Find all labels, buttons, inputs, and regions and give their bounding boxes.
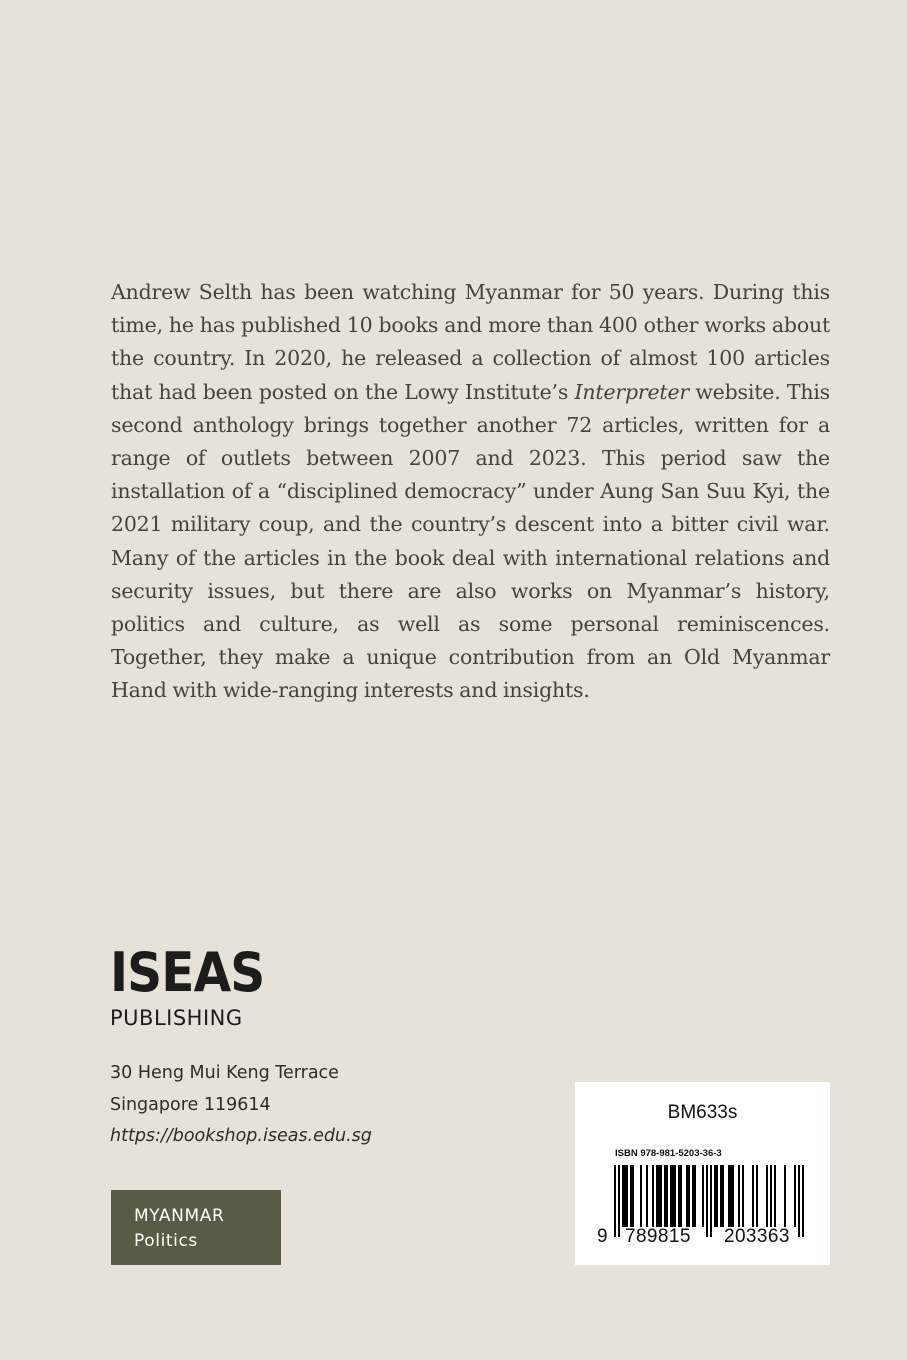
address-line-1: 30 Heng Mui Keng Terrace [110,1063,339,1083]
barcode-digits-right: 203363 [724,1226,790,1247]
barcode-bar [728,1165,730,1227]
barcode-bar [614,1165,616,1237]
publisher-logo-subtitle: PUBLISHING [110,1006,243,1030]
blurb-italic-title: Interpreter [574,379,689,404]
barcode-bar [710,1165,712,1237]
barcode-box [575,1082,830,1265]
barcode-bar [714,1165,716,1227]
barcode-bar [794,1165,796,1227]
barcode-bar [766,1165,768,1227]
barcode-bar [688,1165,690,1227]
barcode-bar [624,1165,626,1227]
barcode-bar [694,1165,696,1227]
barcode-bar [640,1165,642,1227]
barcode-bar [686,1165,688,1227]
barcode-bar [770,1165,772,1227]
barcode-bar [722,1165,724,1227]
barcode-bar [630,1165,632,1227]
barcode-bar [732,1165,734,1227]
publisher-logo-mark: ISEAS [110,941,265,1004]
category-line-1: MYANMAR [134,1206,225,1226]
blurb-text-part2: website. This second anthology brings together another 72 articles, written for a range of outlets between 2007 and 2023. This period saw the installation of a “disciplined democracy” under Aung San Suu Kyi, the 2021 military coup, and the country’s descent into a bitter civil war. Many of the articles in the book deal with international relations and security issues, but there are also works on Myanmar’s history, politics and culture, as well as some personal reminiscences. Together, they make a unique contribution from an Old Myanmar Hand with wide-ranging interests and insights. [111,379,830,703]
barcode-bar [632,1165,634,1227]
barcode-bar [672,1165,674,1227]
barcode-bar [618,1165,620,1237]
barcode-bar [660,1165,662,1227]
barcode-bar [706,1165,708,1237]
barcode-bar [798,1165,800,1237]
category-label [111,1190,281,1265]
barcode-bar [680,1165,682,1227]
barcode-bar [658,1165,660,1227]
barcode-bar [692,1165,694,1227]
category-line-2: Politics [134,1231,198,1251]
barcode-bar [802,1165,804,1237]
barcode-bar [678,1165,680,1227]
barcode-bar [756,1165,758,1227]
publisher-url: https://bookshop.iseas.edu.sg [110,1126,372,1146]
barcode-bar [670,1165,672,1227]
barcode-bar [656,1165,658,1227]
barcode-bar [716,1165,718,1227]
barcode-bar [752,1165,754,1227]
barcode-bar [730,1165,732,1227]
barcode-digit-first: 9 [597,1226,608,1247]
isbn-label: ISBN 978-981-5203-36-3 [615,1148,722,1159]
barcode-bar [702,1165,704,1227]
barcode-bar [666,1165,668,1227]
address-line-2: Singapore 119614 [110,1094,271,1115]
barcode-bar [652,1165,654,1227]
barcode-bar [626,1165,628,1227]
barcode-bar [664,1165,666,1227]
barcode-bar [774,1165,776,1227]
back-cover-blurb [111,276,830,708]
barcode-bar [720,1165,722,1227]
barcode-bar [738,1165,740,1227]
product-code: BM633s [667,1102,738,1123]
publisher-address [110,1058,372,1153]
barcode-digits-left: 789815 [625,1226,691,1247]
publisher-logo [110,941,282,1030]
barcode-bar [646,1165,648,1227]
blurb-text-part1: Andrew Selth has been watching Myanmar for 50 years. During this time, he has published 10 books and more than 400 other works about the country. In 2020, he released a collection of almost 100 articles that had been posted on the Lowy Institute’s [111,280,830,404]
barcode-bar [674,1165,676,1227]
barcode-bar [784,1165,786,1227]
barcode-bar [622,1165,624,1227]
barcode-bar [742,1165,744,1227]
